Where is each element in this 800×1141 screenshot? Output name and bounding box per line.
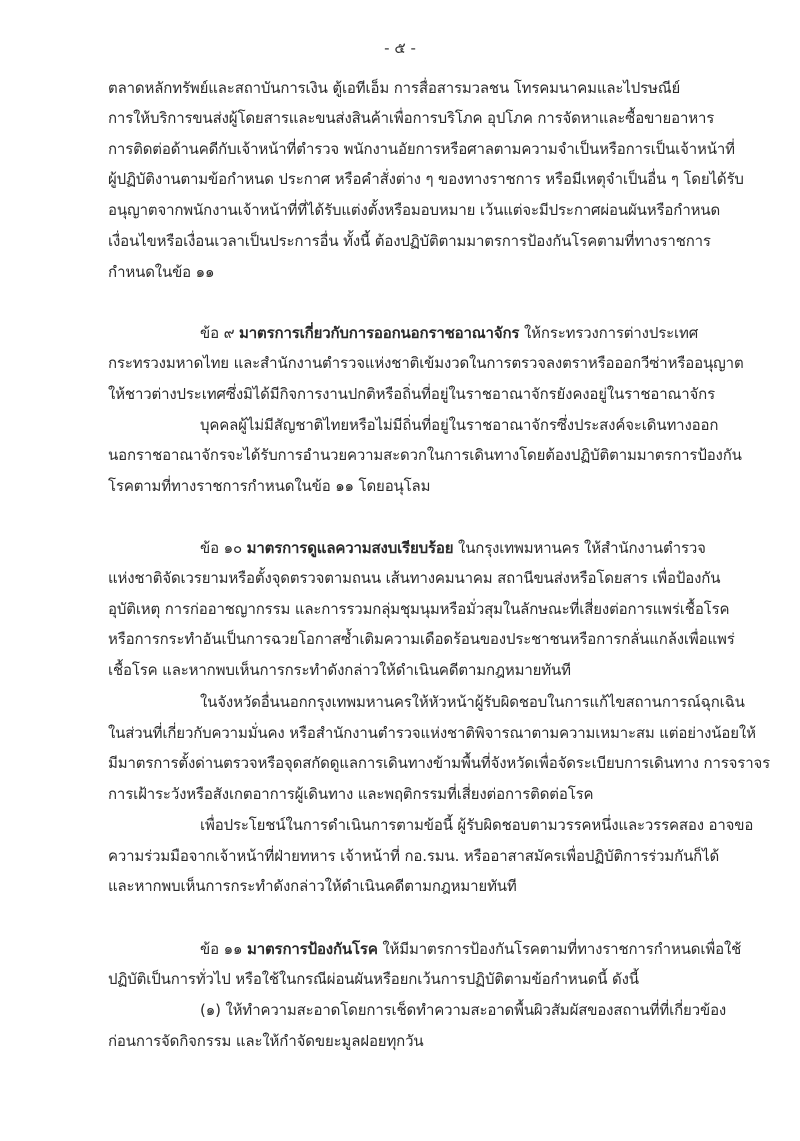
paragraph-line: กำหนดในข้อ ๑๑ — [108, 263, 215, 281]
paragraph-line: ผู้ปฏิบัติงานตามข้อกำหนด ประกาศ หรือคำสั่งต่าง ๆ ของทางราชการ หรือมีเหตุจำเป็นอื่น ๆ โดยได้รับ — [108, 170, 744, 188]
list-item-line: (๑) ให้ทำความสะอาดโดยการเช็ดทำความสะอาดพื้นผิวสัมผัสของสถานที่ที่เกี่ยวข้อง — [200, 1001, 727, 1019]
paragraph-line: เงื่อนไขหรือเงื่อนเวลาเป็นประการอื่น ทั้งนี้ ต้องปฏิบัติตามมาตรการป้องกันโรคตามที่ทางราชการ — [108, 232, 711, 250]
section-number: ข้อ ๙ — [200, 324, 235, 342]
paragraph-line: การเฝ้าระวังหรือสังเกตอาการผู้เดินทาง และพฤติกรรมที่เสี่ยงต่อการติดต่อโรค — [108, 785, 594, 803]
section-heading: มาตรการป้องกันโรค — [246, 940, 378, 958]
paragraph-line: ให้ชาวต่างประเทศซึ่งมิได้มีกิจการงานปกติหรือถิ่นที่อยู่ในราชอาณาจักรยังคงอยู่ในราชอาณาจักร — [108, 385, 716, 403]
section-number: ข้อ ๑๑ — [200, 940, 243, 958]
paragraph-line: และหากพบเห็นการกระทำดังกล่าวให้ดำเนินคดีตามกฎหมายทันที — [108, 877, 517, 895]
paragraph-line: แห่งชาติจัดเวรยามหรือตั้งจุดตรวจตามถนน เส้นทางคมนาคม สถานีขนส่งหรือโดยสาร เพื่อป้องกัน — [108, 569, 721, 587]
paragraph-line: กระทรวงมหาดไทย และสำนักงานตำรวจแห่งชาติเข้มงวดในการตรวจลงตราหรือออกวีซ่าหรืออนุญาต — [108, 354, 744, 372]
paragraph-line: ความร่วมมือจากเจ้าหน้าที่ฝ่ายทหาร เจ้าหน้าที่ กอ.รมน. หรืออาสาสมัครเพื่อปฏิบัติการร่วมกันก็ได้ — [108, 847, 720, 865]
section-text: ให้กระทรวงการต่างประเทศ — [523, 324, 699, 342]
paragraph-line: ปฏิบัติเป็นการทั่วไป หรือใช้ในกรณีผ่อนผันหรือยกเว้นการปฏิบัติตามข้อกำหนดนี้ ดังนี้ — [108, 970, 639, 988]
paragraph-line: ในจังหวัดอื่นนอกกรุงเทพมหานครให้หัวหน้าผู้รับผิดชอบในการแก้ไขสถานการณ์ฉุกเฉิน — [200, 693, 745, 711]
paragraph-line: การให้บริการขนส่งผู้โดยสารและขนส่งสินค้าเพื่อการบริโภค อุปโภค การจัดหาและซื้อขายอาหาร — [108, 109, 715, 127]
section-heading: มาตรการเกี่ยวกับการออกนอกราชอาณาจักร — [239, 324, 520, 342]
paragraph-line: หรือการกระทำอันเป็นการฉวยโอกาสซ้ำเติมความเดือดร้อนของประชาชนหรือการกลั่นแกล้งเพื่อแพร่ — [108, 630, 735, 648]
list-item-line: ก่อนการจัดกิจกรรม และให้กำจัดขยะมูลฝอยทุกวัน — [108, 1032, 424, 1050]
paragraph-line: มีมาตรการตั้งด่านตรวจหรือจุดสกัดดูแลการเดินทางข้ามพื้นที่จังหวัดเพื่อจัดระเบียบการเดินทาง การจราจร — [108, 754, 771, 772]
paragraph-line: เพื่อประโยชน์ในการดำเนินการตามข้อนี้ ผู้รับผิดชอบตามวรรคหนึ่งและวรรคสอง อาจขอ — [200, 816, 754, 834]
section-text: ในกรุงเทพมหานคร ให้สำนักงานตำรวจ — [458, 539, 706, 557]
paragraph-line: นอกราชอาณาจักรจะได้รับการอำนวยความสะดวกในการเดินทางโดยต้องปฏิบัติตามมาตรการป้องกัน — [108, 446, 742, 464]
paragraph-line: ในส่วนที่เกี่ยวกับความมั่นคง หรือสำนักงานตำรวจแห่งชาติพิจารณาตามความเหมาะสม แต่อย่างน้อยให้ — [108, 724, 756, 742]
section-9-first-line — [200, 323, 698, 343]
paragraph-line: ตลาดหลักทรัพย์และสถาบันการเงิน ตู้เอทีเอ็ม การสื่อสารมวลชน โทรคมนาคมและไปรษณีย์ — [108, 79, 681, 97]
paragraph-line: เชื้อโรค และหากพบเห็นการกระทำดังกล่าวให้ดำเนินคดีตามกฎหมายทันที — [108, 661, 571, 679]
paragraph-line: อุบัติเหตุ การก่ออาชญากรรม และการรวมกลุ่มชุมนุมหรือมั่วสุมในลักษณะที่เสี่ยงต่อการแพร่เชื้อโรค — [108, 600, 730, 618]
paragraph-line: อนุญาตจากพนักงานเจ้าหน้าที่ที่ได้รับแต่งตั้งหรือมอบหมาย เว้นแต่จะมีประกาศผ่อนผันหรือกำหนด — [108, 201, 721, 219]
section-11-first-line — [200, 939, 741, 959]
paragraph-line: การติดต่อด้านคดีกับเจ้าหน้าที่ตำรวจ พนักงานอัยการหรือศาลตามความจำเป็นหรือการเป็นเจ้าหน้าที่ — [108, 140, 735, 158]
section-heading: มาตรการดูแลความสงบเรียบร้อย — [246, 539, 454, 557]
section-number: ข้อ ๑๐ — [200, 539, 242, 557]
section-text: ให้มีมาตรการป้องกันโรคตามที่ทางราชการกำหนดเพื่อใช้ — [382, 940, 742, 958]
paragraph-line: โรคตามที่ทางราชการกำหนดในข้อ ๑๑ โดยอนุโลม — [108, 477, 431, 495]
section-10-first-line — [200, 538, 706, 558]
paragraph-line: บุคคลผู้ไม่มีสัญชาติไทยหรือไม่มีถิ่นที่อยู่ในราชอาณาจักรซึ่งประสงค์จะเดินทางออก — [200, 416, 719, 434]
page-number: - ๕ - — [384, 39, 416, 57]
